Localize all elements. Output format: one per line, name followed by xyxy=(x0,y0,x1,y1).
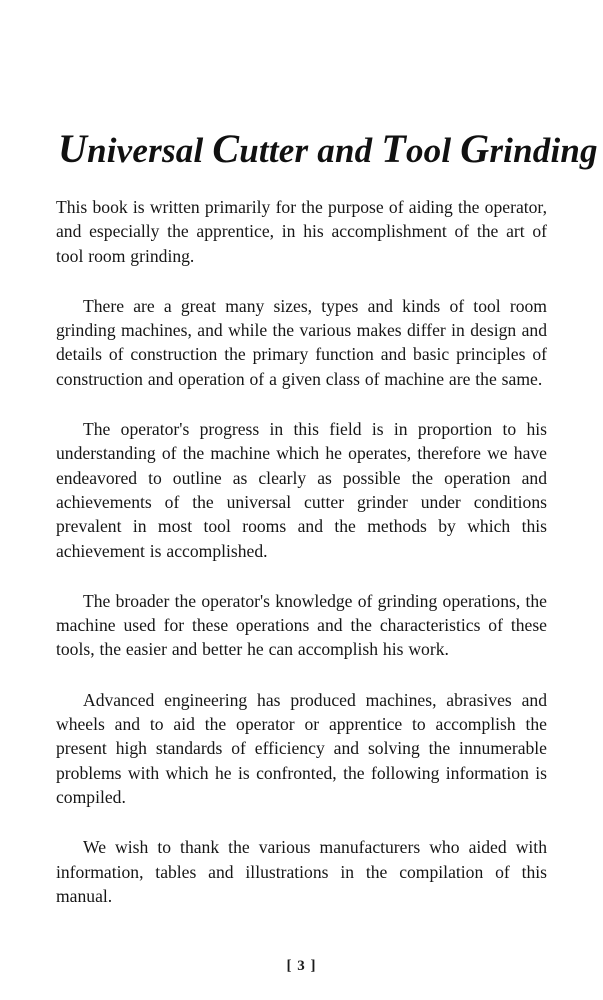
body-text xyxy=(56,195,547,934)
page-number: [ 3 ] xyxy=(286,958,317,974)
paragraph-6: We wish to thank the various manufacturers who aided with information, tables and illustrations in the compilation of this manual. xyxy=(56,837,547,906)
page-title: Universal Cutter and Tool Grinding xyxy=(58,126,598,171)
paragraph-1: This book is written primarily for the purpose of aiding the operator, and especially the apprentice, in his accomplishment of the art of tool room grinding. xyxy=(56,197,547,266)
paragraph-4: The broader the operator's knowledge of grinding operations, the machine used for these operations and the characteristics of these tools, the easier and better he can accomplish his work. xyxy=(56,590,547,660)
paragraph-3: The operator's progress in this field is in proportion to his understanding of the machine which he operates, therefore we have endeavored to outline as clearly as possible the operation and achievements of the universal cutter grinder under conditions prevalent in most tool rooms and the methods by which this achievement is accomplished. xyxy=(56,419,547,561)
paragraph-2: There are a great many sizes, types and kinds of tool room grinding machines, and while the various makes differ in design and details of construction the primary function and basic principles of construction and operation of a given class of machine are the same. xyxy=(56,295,547,389)
paragraph-5: Advanced engineering has produced machines, abrasives and wheels and to aid the operator or apprentice to accomplish the present high standards of efficiency and solving the innumerable problems with which he is confronted, the following information is compiled. xyxy=(56,689,547,807)
